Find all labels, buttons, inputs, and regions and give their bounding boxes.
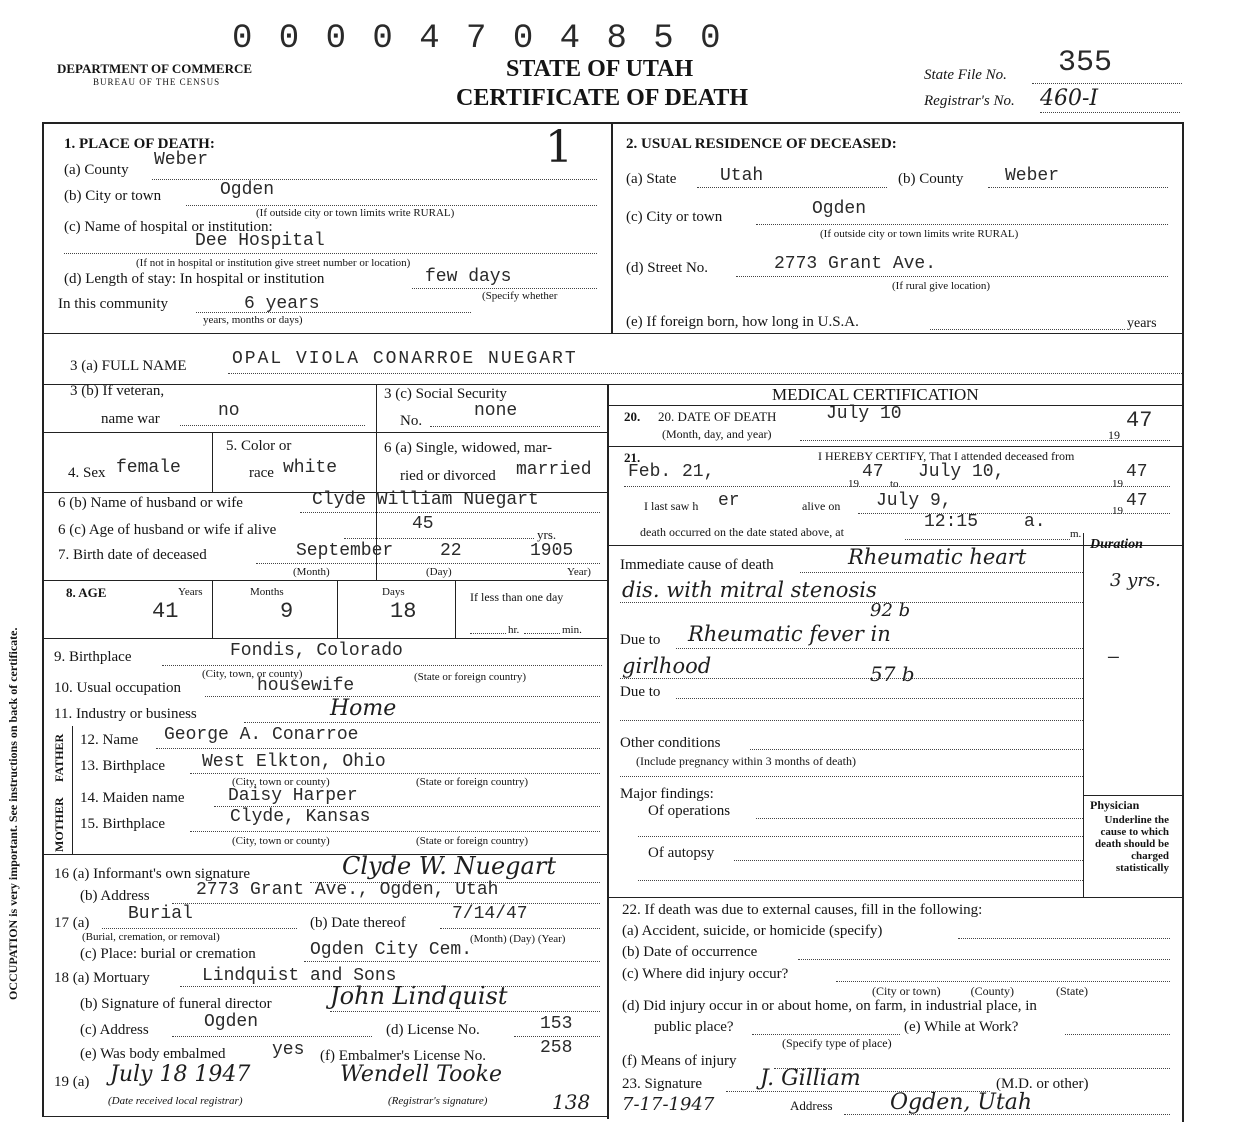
dod-value: July 10 <box>826 404 902 424</box>
duration-2: — <box>1108 648 1119 668</box>
md-label: (M.D. or other) <box>996 1076 1089 1092</box>
dod-19: 19 <box>1108 428 1120 442</box>
dod-cap: (Month, day, and year) <box>662 427 772 441</box>
lastsaw-suffix: er <box>718 491 740 511</box>
marital-value: married <box>516 460 592 480</box>
registrar-date-cap: (Date received local registrar) <box>108 1095 243 1107</box>
mother-name-label: 14. Maiden name <box>80 790 185 806</box>
birthplace-state-cap: (State or foreign country) <box>414 671 527 683</box>
external-a: (a) Accident, suicide, or homicide (specify) <box>622 923 883 939</box>
immediate-cause: Rheumatic heart <box>848 545 1027 569</box>
major-findings-label: Major findings: <box>620 786 714 802</box>
occurred-label: death occurred on the date stated above, at <box>640 525 844 539</box>
mother-bp-label: 15. Birthplace <box>80 816 165 832</box>
age-days: 18 <box>390 599 417 624</box>
father-name-label: 12. Name <box>80 732 139 748</box>
other-conditions-label: Other conditions <box>620 735 721 751</box>
full-name-value: OPAL VIOLA CONARROE NUEGART <box>232 349 578 369</box>
from-year: 47 <box>862 462 884 482</box>
industry-label: 11. Industry or business <box>54 706 197 722</box>
external-b: (b) Date of occurrence <box>622 944 758 960</box>
registrar-item-label: 19 (a) <box>54 1074 90 1090</box>
community-note: years, months or days) <box>203 314 303 326</box>
birthplace-value: Fondis, Colorado <box>230 641 403 661</box>
death-time: 12:15 <box>924 512 979 532</box>
medical-title: MEDICAL CERTIFICATION <box>772 385 979 404</box>
informant-sig-label: 16 (a) Informant's own signature <box>54 866 250 882</box>
burial-place-value: Ogden City Cem. <box>310 940 473 960</box>
res-state-label: (a) State <box>626 171 677 187</box>
father-city-cap: (City, town or county) <box>232 776 330 788</box>
signature-label: 23. Signature <box>622 1076 702 1092</box>
death-city-label: (b) City or town <box>64 188 162 204</box>
father-state-cap: (State or foreign country) <box>416 776 529 788</box>
burial-label: 17 (a) <box>54 915 90 931</box>
years-cap: Years <box>178 586 203 598</box>
physician-signature: J. Gilliam <box>760 1066 861 1091</box>
mother-state-cap: (State or foreign country) <box>416 835 529 847</box>
spouse-age-value: 45 <box>412 514 434 534</box>
father-side-label: FATHER <box>52 733 66 782</box>
mortuary-label: 18 (a) Mortuary <box>54 970 150 986</box>
due-to-1: Rheumatic fever in <box>688 622 891 646</box>
license-value: 153 <box>540 1014 573 1034</box>
external-title: 22. If death was due to external causes, fill in the following: <box>622 902 983 918</box>
ss-label2: No. <box>400 413 423 429</box>
burial-date-cap: (Month) (Day) (Year) <box>470 933 566 945</box>
due-to-1b: girlhood <box>622 654 712 678</box>
dod-year: 47 <box>1126 408 1153 433</box>
death-city-value: Ogden <box>220 180 275 200</box>
birth-year-cap: Year) <box>567 566 591 578</box>
registrar-label: Registrar's No. <box>924 93 1015 109</box>
embalmer-license-label: (f) Embalmer's License No. <box>320 1048 486 1064</box>
father-bp-label: 13. Birthplace <box>80 758 165 774</box>
hr-label: hr. <box>508 624 520 636</box>
registrar-number: 138 <box>552 1090 591 1114</box>
duration-1: 3 yrs. <box>1110 570 1161 591</box>
physician-title: Physician <box>1090 798 1140 812</box>
birth-year: 1905 <box>530 541 574 561</box>
alive-label: alive on <box>802 499 841 513</box>
immediate-cause-2: dis. with mitral stenosis <box>622 578 877 602</box>
less-day-label: If less than one day <box>470 590 564 604</box>
code-1: 92 b <box>870 600 911 621</box>
birth-month-cap: (Month) <box>293 566 330 578</box>
sex-label: 4. Sex <box>68 465 106 481</box>
birth-day-cap: (Day) <box>426 566 452 578</box>
bureau-label: BUREAU OF THE CENSUS <box>93 77 221 87</box>
dod-label: 20. DATE OF DEATH <box>658 409 777 424</box>
res-city-label: (c) City or town <box>626 209 723 225</box>
mortuary-value: Lindquist and Sons <box>202 966 397 986</box>
certificate-number: 0 0 0 0 4 7 0 4 8 5 0 <box>232 20 724 58</box>
department-label: DEPARTMENT OF COMMERCE <box>57 61 253 76</box>
res-foreign-unit: years <box>1127 316 1157 331</box>
to-19: 19 <box>1112 478 1123 490</box>
spouse-label: 6 (b) Name of husband or wife <box>58 495 243 511</box>
marital-label: 6 (a) Single, widowed, mar- <box>384 440 552 456</box>
embalmed-value: yes <box>272 1040 305 1060</box>
state-file-label: State File No. <box>924 67 1007 83</box>
burial-value: Burial <box>128 904 193 924</box>
veteran-label: 3 (b) If veteran, <box>70 383 165 399</box>
external-f: (f) Means of injury <box>622 1053 737 1069</box>
to-year: 47 <box>1126 462 1148 482</box>
birthplace-city-cap: (City, town, or county) <box>202 668 303 680</box>
state-file-value: 355 <box>1058 46 1113 80</box>
physician-address: Ogden, Utah <box>890 1090 1033 1115</box>
director-signature: John Lindquist <box>330 982 508 1010</box>
death-county-value: Weber <box>154 150 209 170</box>
embalmer-license-value: 258 <box>540 1038 573 1058</box>
from-19: 19 <box>848 478 859 490</box>
residence-title: 2. USUAL RESIDENCE OF DECEASED: <box>626 136 897 152</box>
hospital-value: Dee Hospital <box>195 231 325 251</box>
physician-addr-label: Address <box>790 1098 833 1113</box>
margin-instructions: OCCUPATION is very important. See instructions on back of certificate. <box>6 627 20 1000</box>
age-label: 8. AGE <box>66 585 107 600</box>
external-d: (d) Did injury occur in or about home, on farm, in industrial place, in <box>622 998 1037 1014</box>
res-street-label: (d) Street No. <box>626 260 709 276</box>
res-state-value: Utah <box>720 166 764 186</box>
occupation-label: 10. Usual occupation <box>54 680 182 696</box>
spouse-age-label: 6 (c) Age of husband or wife if alive <box>58 522 277 538</box>
code-2: 57 b <box>870 662 915 686</box>
burial-place-label: (c) Place: burial or cremation <box>80 946 256 962</box>
birthplace-label: 9. Birthplace <box>54 649 132 665</box>
physician-date: 7-17-1947 <box>622 1094 715 1115</box>
birth-month: September <box>296 541 394 561</box>
to-label: to <box>890 478 899 490</box>
embalmed-label: (e) Was body embalmed <box>80 1046 226 1062</box>
mortuary-addr-label: (c) Address <box>80 1022 149 1038</box>
duration-header: Duration <box>1090 537 1143 552</box>
res-city-note: (If outside city or town limits write RURAL) <box>820 228 1019 240</box>
lastsaw-label: I last saw h <box>644 499 699 513</box>
res-foreign-label: (e) If foreign born, how long in U.S.A. <box>626 314 859 330</box>
mortuary-addr-value: Ogden <box>204 1012 259 1032</box>
external-d-cap: (Specify type of place) <box>782 1036 892 1050</box>
director-label: (b) Signature of funeral director <box>80 996 272 1012</box>
mother-side-label: MOTHER <box>52 797 66 852</box>
alive-year: 47 <box>1126 491 1148 511</box>
father-bp-value: West Elkton, Ohio <box>202 752 386 772</box>
hospital-label: (c) Name of hospital or institution: <box>64 219 273 235</box>
res-county-label: (b) County <box>898 171 964 187</box>
other-conditions-note: (Include pregnancy within 3 months of death) <box>636 754 856 768</box>
certificate-title: CERTIFICATE OF DEATH <box>456 85 749 111</box>
full-name-label: 3 (a) FULL NAME <box>70 358 187 374</box>
informant-addr-label: (b) Address <box>80 888 150 904</box>
burial-cap: (Burial, cremation, or removal) <box>82 931 220 943</box>
mother-name-value: Daisy Harper <box>228 786 358 806</box>
hospital-note: (If not in hospital or institution give street number or location) <box>136 257 411 269</box>
stay-label: (d) Length of stay: In hospital or institution <box>64 271 325 287</box>
death-city-note: (If outside city or town limits write RURAL) <box>256 207 455 219</box>
occupation-value: housewife <box>257 676 355 696</box>
res-street-note: (If rural give location) <box>892 280 991 292</box>
mother-city-cap: (City, town or county) <box>232 835 330 847</box>
due-to-2-label: Due to <box>620 684 661 700</box>
certify-text: I HEREBY CERTIFY, That I attended deceased from <box>818 449 1075 463</box>
stay-value: few days <box>425 267 512 287</box>
res-street-value: 2773 Grant Ave. <box>774 254 937 274</box>
death-ampm: a. <box>1024 512 1046 532</box>
physician-note: Underline the cause to which death should be charged statistically <box>1095 814 1169 874</box>
registrar-date: July 18 1947 <box>110 1062 251 1087</box>
registrar-signature: Wendell Tooke <box>340 1062 502 1087</box>
death-county-label: (a) County <box>64 162 129 178</box>
immediate-label: Immediate cause of death <box>620 557 774 573</box>
external-c-cap: (City or town) (County) (State) <box>872 984 1088 998</box>
item21-label: 21. <box>624 450 641 465</box>
community-value: 6 years <box>244 294 320 314</box>
alive-value: July 9, <box>876 491 952 511</box>
community-label: In this community <box>58 296 168 312</box>
birth-day: 22 <box>440 541 462 561</box>
min-label: min. <box>562 624 582 636</box>
father-name-value: George A. Conarroe <box>164 725 359 745</box>
ss-label: 3 (c) Social Security <box>384 386 507 402</box>
burial-date-value: 7/14/47 <box>452 904 528 924</box>
informant-addr-value: 2773 Grant Ave., Ogden, Utah <box>196 880 499 900</box>
months-cap: Months <box>250 586 284 598</box>
place-of-death-title: 1. PLACE OF DEATH: <box>64 136 215 152</box>
burial-date-label: (b) Date thereof <box>310 915 406 931</box>
color-value: white <box>283 458 338 478</box>
ss-value: none <box>474 401 518 421</box>
birth-label: 7. Birth date of deceased <box>58 547 207 563</box>
external-e: (e) While at Work? <box>904 1019 1019 1035</box>
license-label: (d) License No. <box>386 1022 480 1038</box>
sex-value: female <box>116 458 181 478</box>
registrar-sig-cap: (Registrar's signature) <box>388 1095 488 1107</box>
dod-label-num: 20. <box>624 409 641 424</box>
margin-mark: 1 <box>545 122 573 173</box>
spouse-value: Clyde William Nuegart <box>312 490 539 510</box>
m-label: m. <box>1070 528 1082 540</box>
external-d2: public place? <box>654 1019 734 1035</box>
marital-label2: ried or divorced <box>400 468 496 484</box>
operations-label: Of operations <box>648 803 731 819</box>
alive-19: 19 <box>1112 505 1123 517</box>
color-label2: race <box>249 465 274 481</box>
yrs-label: yrs. <box>537 527 557 542</box>
age-years: 41 <box>152 599 179 624</box>
registrar-value: 460-I <box>1040 86 1099 111</box>
color-label: 5. Color or <box>226 438 292 454</box>
age-months: 9 <box>280 599 294 624</box>
res-city-value: Ogden <box>812 199 867 219</box>
attended-to: July 10, <box>918 462 1005 482</box>
informant-signature: Clyde W. Nuegart <box>342 852 556 880</box>
external-c: (c) Where did injury occur? <box>622 966 789 982</box>
specify-note: (Specify whether <box>482 290 558 302</box>
attended-from: Feb. 21, <box>628 462 715 482</box>
days-cap: Days <box>382 586 405 598</box>
mother-bp-value: Clyde, Kansas <box>230 807 371 827</box>
industry-value: Home <box>330 696 397 721</box>
res-county-value: Weber <box>1005 166 1060 186</box>
veteran-value: no <box>218 401 240 421</box>
autopsy-label: Of autopsy <box>648 845 715 861</box>
due-to-1-label: Due to <box>620 632 661 648</box>
veteran-label2: name war <box>101 411 160 427</box>
state-title: STATE OF UTAH <box>506 56 694 82</box>
